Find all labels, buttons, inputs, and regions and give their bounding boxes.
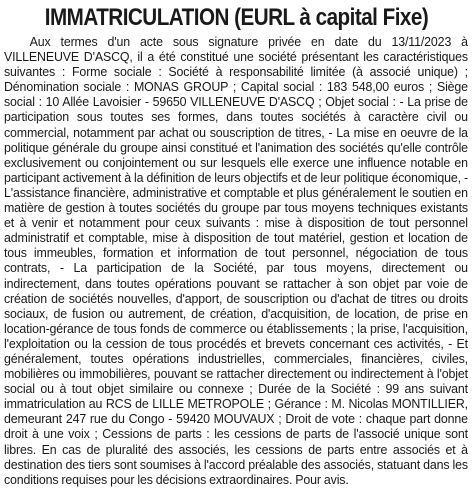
notice-title: IMMATRICULATION (EURL à capital Fixe) <box>44 4 429 31</box>
notice-body: Aux termes d'un acte sous signature privée en date du 13/11/2023 à VILLENEUVE D'ASCQ, il a été constitué une société présentant les caractéristiques suivantes : Forme sociale : Société à responsabilité limitée (à associé unique) ; Dénomination sociale : MONAS GROUP ; Capital social : 183 548,00 euros ; Siège social : 10 Allée Lavoisier - 59650 VILLENEUVE D'ASCQ ; Objet social : - La prise de participation sous toutes ses formes, dans toutes sociétés à caractère civil ou commercial, notamment par achat ou souscription de titres, - La mise en oeuvre de la politique générale du groupe ainsi constitué et l'animation des sociétés qu'elle contrôle exclusivement ou conjointement ou sur lesquels elle exerce une influence notable en participant activement à la définition de leurs objectifs et de leur politique économique, - L'assistance financière, administrative et comptable et plus généralement le soutien en matière de gestion à toutes sociétés du groupe par tous moyens techniques existants et à venir et notamment pour ceux suivants : mise à disposition de tout personnel administratif et comptable, mise à disposition de tout matériel, gestion et location de tous immeubles, formation et information de tout personnel, négociation de tous contrats, - La participation de la Société, par tous moyens, directement ou indirectement, dans toutes opérations pouvant se rattacher à son objet par voie de création de sociétés nouvelles, d'apport, de souscription ou d'achat de titres ou droits sociaux, de fusion ou autrement, de création, d'acquisition, de location, de prise en location-gérance de tous fonds de commerce ou établissements ; la prise, l'acquisition, l'exploitation ou la cession de tous procédés et brevets concernant ces activités, - Et généralement, toutes opérations industrielles, commerciales, financières, civiles, mobilières ou immobilières, pouvant se rattacher directement ou indirectement à l'objet social ou à tout objet similaire ou connexe ; Durée de la Société : 99 ans suivant immatriculation au RCS de LILLE METROPOLE ; Gérance : M. Nicolas MONTILLIER, demeurant 247 rue du Congo - 59420 MOUVAUX ; Droit de vote : chaque part donne droit à une voix ; Cessions de parts : les cessions de parts de l'associé unique sont libres. En cas de pluralité des associés, les cessions de parts entre associés et à destination des tiers sont soumises à l'accord préalable des associés, statuant dans les conditions requises pour les décisions extraordinaires. Pour avis. <box>4 35 468 487</box>
